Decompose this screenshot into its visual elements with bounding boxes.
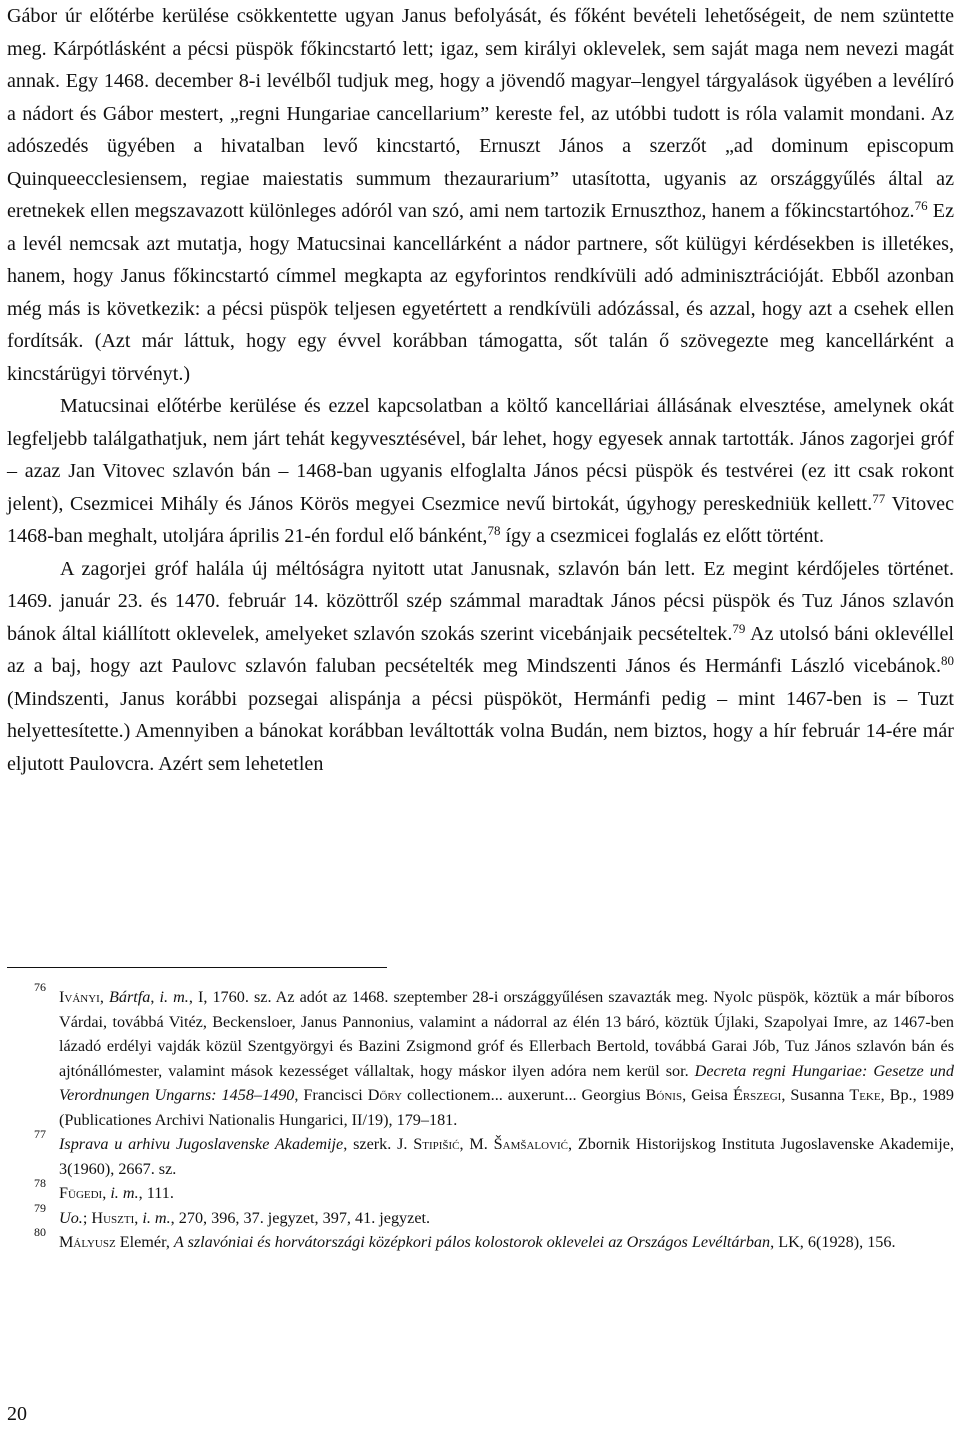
author-name: Mályusz [59, 1233, 116, 1251]
footnote-78 [7, 1176, 954, 1206]
text-run: Gábor úr előtérbe kerülése csökkentette ugyan Janus befolyását, és főként bevételi lehetőségeit, de nem szüntette meg. Kárpótlásként a pécsi püspök főkincstartó lett; igaz, sem királyi oklevelek, sem saját maga nem nevezi magát annak. Egy 1468. december 8-i levélből tudjuk meg, hogy a jövendő magyar–lengyel tárgyalások ügyében a levélíró a nádort és Gábor mestert, „regni Hungariae cancellarium” kereste fel, az utóbbi tudott is róla valamit mondani. Az adószedés ügyében a hivatalban levő kincstartó, Ernuszt János a szerzőt „ad dominum episcopum Quinqueecclesiensem, regiae maiestatis summum thezaurarium” utasította, ugyanis az országgyűlés által az eretnekek ellen megszavazott különleges adóról van szó, ami nem tartozik Ernuszthoz, hanem a főkincstartóhoz. [7, 5, 954, 222]
text-run: , I, 1760. sz. Az adót az 1468. szeptember 28-i országgyűlésen szavazták meg. Nyolc püspök, köztük a már bíboros Várdai, továbbá Vitéz, Beckensloer, Janus Pannonius, valamint a nádorral az élén 13 báró, köztük Újlaki, Szapolyai Imre, az 1467-ben lázadó erdélyi vajdák közül Szentgyörgyi és Bazini Zsigmond gróf és Ellerbach Bertold, továbbá Garai Jób, Tuz János szlavón bán és ajtónállómester, valamint mások kezességet vállaltak, hogy máskor ilyen adóra nem kerül sor. [59, 988, 955, 1080]
text-run: , [102, 1184, 111, 1202]
italic-title: i. m. [159, 988, 189, 1006]
text-run: , szerk. J. [343, 1135, 414, 1153]
text-run: így a csezmicei foglalás ez előtt történt. [500, 525, 825, 547]
author-name: Teke [849, 1086, 881, 1104]
footnote-number: 79 [34, 1200, 46, 1215]
text-run: (Mindszenti, Janus korábbi pozsegai alispánja a pécsi püspököt, Hermánfi pedig – mint 1467-ben is – Tuzt helyettesítette.) Amennyiben a bánokat korábban leváltották volna Budán, nem biztos, hogy a hír február 14-ére már eljutott Paulovcra. Azért sem lehetetlen [7, 687, 954, 775]
footnotes [7, 980, 955, 1255]
footnote-76 [7, 980, 955, 1132]
footnote-number: 76 [34, 980, 46, 994]
footnote-79 [7, 1200, 954, 1231]
text-run: , [134, 1208, 143, 1227]
text-run: Vitovec 1468-ban meghalt, utoljára április 21-én fordul elő bánként, [7, 492, 954, 547]
text-run: Ez a levél nemcsak azt mutatja, hogy Matucsinai kancellárként a nádor partnere, sőt külügyi kérdésekben is illetékes, hanem, hogy Janus főkincstartó címmel megkapta az egyforintos rendkívüli adó adminisztrációját. Ebből azonban még más is következik: a pécsi püspök teljesen egyetértett a rendkívüli adózással, és azzal, hogy azt a csehek ellen fordítsák. (Azt már láttuk, hogy egy évvel korábban támogatta, sőt talán ő szövegezte meg kancellárként a kincstárügyi törvényt.) [7, 200, 954, 385]
footnote-ref: 80 [941, 653, 954, 668]
footnote-number: 77 [34, 1127, 46, 1141]
paragraph-2 [7, 390, 954, 553]
footnote-ref: 77 [872, 490, 886, 506]
author-name: Dőry [367, 1086, 403, 1104]
text-run: , 111. [138, 1184, 174, 1202]
paragraph-1 [7, 0, 954, 390]
italic-title: Uo. [59, 1208, 83, 1227]
text-run: , Zbornik Historijskog Instituta Jugoslavenske Akademije, 3(1960), 2667. sz. [59, 1135, 955, 1178]
text-run: , M. [459, 1135, 494, 1153]
italic-title: i. m. [110, 1184, 139, 1202]
text-run: , [99, 988, 109, 1006]
text-run: , 270, 396, 37. jegyzet, 397, 41. jegyzet. [170, 1208, 431, 1227]
page-number: 20 [7, 1403, 27, 1425]
paragraph-3 [7, 553, 954, 781]
text-run: ; [82, 1208, 92, 1227]
author-name: Fügedi [59, 1184, 103, 1202]
text-run: , Francisci [294, 1086, 368, 1104]
author-name: Bónis [645, 1086, 683, 1104]
text-run: collectionem... auxerunt... Georgius [402, 1086, 646, 1104]
author-name: Šamšalović [493, 1135, 569, 1153]
author-name: Stipišić [413, 1135, 460, 1153]
footnote-number: 78 [34, 1176, 46, 1190]
footnote-ref: 78 [487, 523, 501, 538]
text-run: , [150, 988, 160, 1006]
italic-title: Decreta regni Hungariae: Gesetze und Verordnungen Ungarns: 1458–1490 [59, 1061, 954, 1104]
text-run: , Bp., 1989 (Publicationes Archivi Nationalis Hungarici, II/19), 179–181. [59, 1086, 954, 1129]
footnote-80 [7, 1225, 954, 1255]
text-run: Matucsinai előtérbe kerülése és ezzel kapcsolatban a költő kancelláriai állásának elvesztése, amelynek okát legfeljebb találgathatjuk, nem járt tehát kegyvesztésével, bár lehet, hogy egyesek annak tartották. János zagorjei gróf – azaz Jan Vitovec szlavón bán – 1468-ban ugyanis elfoglalta János pécsi püspök és testvérei (ez itt csak rokont jelent), Csezmicei Mihály és János Körös megyei Csezmice nevű birtokát, úgyhogy pereskedniük kellett. [7, 395, 954, 515]
italic-title: Isprava u arhivu Jugoslavenske Akademije [59, 1135, 344, 1153]
text-run: , LK, 6(1928), 156. [770, 1233, 896, 1251]
text-run: A zagorjei gróf halála új méltóságra nyitott utat Janusnak, szlavón bán lett. Ez megint kérdőjeles történet. 1469. január 23. és 1470. február 14. közöttről szép számmal maradtak János pécsi püspök és Tuz János szlavón bánok által kiállított oklevelek, amelyeket szlavón szokás szerint vicebánjaik pecsételtek. [7, 557, 954, 645]
author-name: Huszti [91, 1208, 135, 1227]
italic-title: i. m. [142, 1208, 171, 1227]
footnote-ref: 76 [914, 198, 928, 213]
italic-title: A szlavóniai és horvátországi középkori pálos kolostorok oklevelei az Országos Levéltárban [173, 1233, 771, 1251]
italic-title: Bártfa [108, 988, 151, 1006]
text-run: Elemér, [115, 1233, 174, 1251]
page-body [7, 0, 954, 780]
text-run: Az utolsó báni oklevéllel az a baj, hogy azt Paulovc szlavón faluban pecsételték meg Mindszenti János és Hermánfi László vicebánok. [7, 622, 954, 677]
author-name: Érszegi [732, 1086, 782, 1104]
footnote-separator [7, 967, 387, 968]
footnote-77 [7, 1127, 955, 1181]
footnote-ref: 79 [732, 620, 746, 636]
author-name: Iványi [59, 988, 100, 1006]
text-run: , Geisa [682, 1086, 733, 1104]
text-run: , Susanna [781, 1086, 850, 1104]
footnote-number: 80 [34, 1225, 46, 1239]
